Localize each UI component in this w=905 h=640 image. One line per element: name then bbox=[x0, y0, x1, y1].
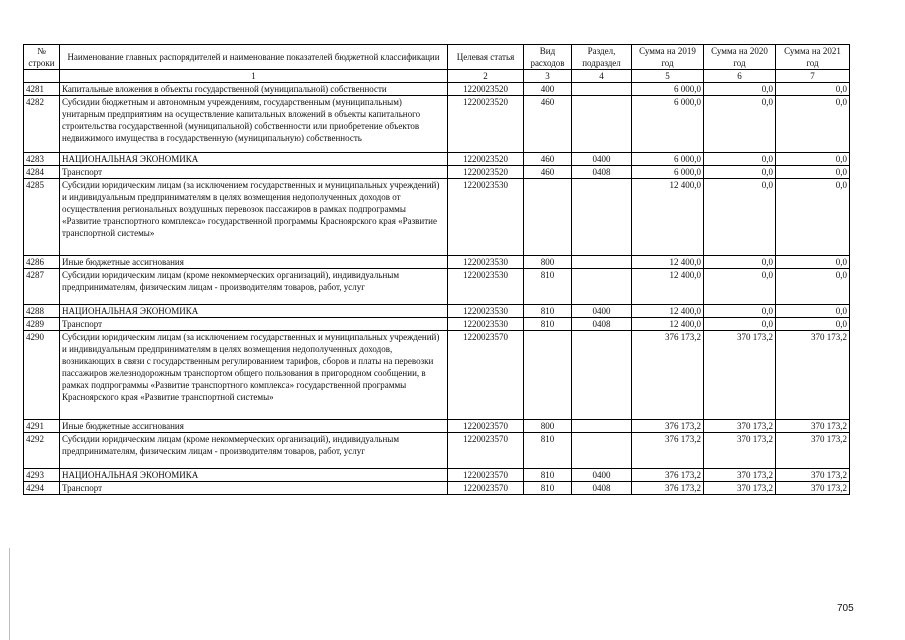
row-name: Субсидии юридическим лицам (кроме некоммерческих организаций), индивидуальным предпринимателям, физическим лицам - производителям товаров, работ, услуг bbox=[60, 269, 448, 305]
row-sum-2020: 0,0 bbox=[704, 305, 776, 318]
header-sum-2021: Сумма на 2021 год bbox=[776, 45, 850, 70]
row-expense-type: 810 bbox=[524, 433, 572, 469]
row-sum-2020: 0,0 bbox=[704, 83, 776, 96]
row-sum-2020: 0,0 bbox=[704, 166, 776, 179]
row-name: Субсидии юридическим лицам (за исключением государственных и муниципальных учреждений) и индивидуальным предпринимателям в целях возмещения недополученных доходов, возникающих в связи с государственным регулированием тарифов, сборов и платы на перевозки пассажиров железнодорожным транспортом общего пользования в пригородном сообщении, в рамках подпрограммы «Развитие транспортного комплекса» государственной программы Красноярского края «Развитие транспортной системы» bbox=[60, 331, 448, 420]
column-number: 3 bbox=[524, 70, 572, 83]
row-sum-2020: 0,0 bbox=[704, 256, 776, 269]
table-row bbox=[24, 305, 850, 318]
row-section bbox=[572, 420, 632, 433]
row-sum-2021: 0,0 bbox=[776, 179, 850, 256]
row-number: 4287 bbox=[24, 269, 60, 305]
header-sum-2020: Сумма на 2020 год bbox=[704, 45, 776, 70]
row-target-article: 1220023530 bbox=[448, 318, 524, 331]
row-number: 4284 bbox=[24, 166, 60, 179]
row-section: 0408 bbox=[572, 482, 632, 495]
row-section: 0400 bbox=[572, 153, 632, 166]
row-number: 4283 bbox=[24, 153, 60, 166]
row-sum-2019: 12 400,0 bbox=[632, 318, 704, 331]
row-number: 4281 bbox=[24, 83, 60, 96]
row-name: Транспорт bbox=[60, 318, 448, 331]
row-target-article: 1220023570 bbox=[448, 420, 524, 433]
row-name: Транспорт bbox=[60, 166, 448, 179]
table-row bbox=[24, 166, 850, 179]
row-expense-type: 810 bbox=[524, 305, 572, 318]
column-number: 4 bbox=[572, 70, 632, 83]
table-row bbox=[24, 433, 850, 469]
row-expense-type: 810 bbox=[524, 482, 572, 495]
row-name: НАЦИОНАЛЬНАЯ ЭКОНОМИКА bbox=[60, 153, 448, 166]
row-sum-2020: 0,0 bbox=[704, 179, 776, 256]
row-expense-type bbox=[524, 331, 572, 420]
row-sum-2020: 0,0 bbox=[704, 269, 776, 305]
row-sum-2019: 6 000,0 bbox=[632, 166, 704, 179]
row-sum-2020: 370 173,2 bbox=[704, 469, 776, 482]
row-target-article: 1220023520 bbox=[448, 153, 524, 166]
row-expense-type: 810 bbox=[524, 318, 572, 331]
row-number: 4290 bbox=[24, 331, 60, 420]
row-sum-2019: 6 000,0 bbox=[632, 83, 704, 96]
row-number: 4293 bbox=[24, 469, 60, 482]
header-sum-2019: Сумма на 2019 год bbox=[632, 45, 704, 70]
row-sum-2020: 370 173,2 bbox=[704, 331, 776, 420]
row-expense-type: 800 bbox=[524, 420, 572, 433]
header-expense-type: Вид расходов bbox=[524, 45, 572, 70]
budget-table bbox=[23, 44, 850, 495]
column-number: 7 bbox=[776, 70, 850, 83]
column-number: 1 bbox=[60, 70, 448, 83]
row-sum-2021: 0,0 bbox=[776, 83, 850, 96]
row-number: 4288 bbox=[24, 305, 60, 318]
row-sum-2020: 0,0 bbox=[704, 318, 776, 331]
row-sum-2021: 0,0 bbox=[776, 166, 850, 179]
row-target-article: 1220023570 bbox=[448, 331, 524, 420]
row-sum-2021: 0,0 bbox=[776, 305, 850, 318]
row-target-article: 1220023530 bbox=[448, 305, 524, 318]
column-number: 2 bbox=[448, 70, 524, 83]
row-sum-2019: 12 400,0 bbox=[632, 269, 704, 305]
table-row bbox=[24, 331, 850, 420]
header-target-article: Целевая статья bbox=[448, 45, 524, 70]
row-number: 4282 bbox=[24, 96, 60, 153]
row-section bbox=[572, 256, 632, 269]
row-sum-2019: 6 000,0 bbox=[632, 153, 704, 166]
row-sum-2021: 370 173,2 bbox=[776, 420, 850, 433]
row-number: 4294 bbox=[24, 482, 60, 495]
row-section bbox=[572, 269, 632, 305]
row-sum-2021: 0,0 bbox=[776, 96, 850, 153]
row-name: Транспорт bbox=[60, 482, 448, 495]
row-number: 4285 bbox=[24, 179, 60, 256]
row-sum-2020: 370 173,2 bbox=[704, 482, 776, 495]
row-sum-2021: 370 173,2 bbox=[776, 331, 850, 420]
row-sum-2021: 0,0 bbox=[776, 318, 850, 331]
column-number-row bbox=[24, 70, 850, 83]
row-section: 0408 bbox=[572, 166, 632, 179]
row-expense-type: 400 bbox=[524, 83, 572, 96]
row-sum-2020: 370 173,2 bbox=[704, 433, 776, 469]
row-sum-2019: 12 400,0 bbox=[632, 305, 704, 318]
row-sum-2021: 0,0 bbox=[776, 256, 850, 269]
row-expense-type: 460 bbox=[524, 96, 572, 153]
column-number bbox=[24, 70, 60, 83]
row-expense-type: 810 bbox=[524, 469, 572, 482]
table-body bbox=[24, 83, 850, 495]
row-sum-2020: 0,0 bbox=[704, 96, 776, 153]
header-row bbox=[24, 45, 850, 70]
row-sum-2019: 376 173,2 bbox=[632, 433, 704, 469]
table-row bbox=[24, 420, 850, 433]
row-section bbox=[572, 83, 632, 96]
row-section: 0400 bbox=[572, 469, 632, 482]
row-name: Субсидии юридическим лицам (за исключением государственных и муниципальных учреждений) и индивидуальным предпринимателям в целях возмещения недополученных доходов от осуществления региональных воздушных перевозок пассажиров в рамках подпрограммы «Развитие транспортного комплекса» государственной программы Красноярского края «Развитие транспортной системы» bbox=[60, 179, 448, 256]
row-number: 4292 bbox=[24, 433, 60, 469]
row-sum-2021: 370 173,2 bbox=[776, 469, 850, 482]
row-section bbox=[572, 96, 632, 153]
row-expense-type: 810 bbox=[524, 269, 572, 305]
row-name: Иные бюджетные ассигнования bbox=[60, 420, 448, 433]
row-name: Субсидии бюджетным и автономным учреждениям, государственным (муниципальным) унитарным предприятиям на осуществление капитальных вложений в объекты капитального строительства государственной (муниципальной) собственности или приобретение объектов недвижимого имущества в государственную (муниципальную) собственность bbox=[60, 96, 448, 153]
row-section: 0408 bbox=[572, 318, 632, 331]
row-name: НАЦИОНАЛЬНАЯ ЭКОНОМИКА bbox=[60, 469, 448, 482]
row-section bbox=[572, 433, 632, 469]
row-sum-2020: 0,0 bbox=[704, 153, 776, 166]
header-section: Раздел, подраздел bbox=[572, 45, 632, 70]
row-sum-2019: 12 400,0 bbox=[632, 256, 704, 269]
row-sum-2019: 6 000,0 bbox=[632, 96, 704, 153]
row-section: 0400 bbox=[572, 305, 632, 318]
row-expense-type: 800 bbox=[524, 256, 572, 269]
row-sum-2020: 370 173,2 bbox=[704, 420, 776, 433]
column-number: 5 bbox=[632, 70, 704, 83]
table-row bbox=[24, 318, 850, 331]
row-expense-type bbox=[524, 179, 572, 256]
table-row bbox=[24, 256, 850, 269]
scan-edge-line bbox=[9, 548, 10, 640]
row-target-article: 1220023520 bbox=[448, 96, 524, 153]
page-number: 705 bbox=[837, 603, 854, 614]
table-row bbox=[24, 179, 850, 256]
column-number: 6 bbox=[704, 70, 776, 83]
table-row bbox=[24, 269, 850, 305]
row-sum-2019: 376 173,2 bbox=[632, 482, 704, 495]
row-number: 4286 bbox=[24, 256, 60, 269]
row-sum-2019: 376 173,2 bbox=[632, 420, 704, 433]
table-row bbox=[24, 96, 850, 153]
row-target-article: 1220023530 bbox=[448, 256, 524, 269]
table-row bbox=[24, 153, 850, 166]
row-target-article: 1220023520 bbox=[448, 166, 524, 179]
table-row bbox=[24, 469, 850, 482]
row-target-article: 1220023570 bbox=[448, 433, 524, 469]
row-name: Субсидии юридическим лицам (кроме некоммерческих организаций), индивидуальным предпринимателям, физическим лицам - производителям товаров, работ, услуг bbox=[60, 433, 448, 469]
row-target-article: 1220023520 bbox=[448, 83, 524, 96]
row-sum-2021: 0,0 bbox=[776, 153, 850, 166]
header-row-number: № строки bbox=[24, 45, 60, 70]
row-sum-2019: 376 173,2 bbox=[632, 469, 704, 482]
table-row bbox=[24, 83, 850, 96]
row-target-article: 1220023530 bbox=[448, 179, 524, 256]
header-name: Наименование главных распорядителей и наименование показателей бюджетной классификации bbox=[60, 45, 448, 70]
row-sum-2019: 376 173,2 bbox=[632, 331, 704, 420]
row-expense-type: 460 bbox=[524, 153, 572, 166]
row-target-article: 1220023570 bbox=[448, 482, 524, 495]
row-expense-type: 460 bbox=[524, 166, 572, 179]
row-name: Иные бюджетные ассигнования bbox=[60, 256, 448, 269]
row-target-article: 1220023570 bbox=[448, 469, 524, 482]
row-sum-2021: 370 173,2 bbox=[776, 433, 850, 469]
row-sum-2019: 12 400,0 bbox=[632, 179, 704, 256]
row-sum-2021: 0,0 bbox=[776, 269, 850, 305]
row-number: 4291 bbox=[24, 420, 60, 433]
row-section bbox=[572, 331, 632, 420]
row-sum-2021: 370 173,2 bbox=[776, 482, 850, 495]
row-section bbox=[572, 179, 632, 256]
row-name: Капитальные вложения в объекты государственной (муниципальной) собственности bbox=[60, 83, 448, 96]
table-row bbox=[24, 482, 850, 495]
row-name: НАЦИОНАЛЬНАЯ ЭКОНОМИКА bbox=[60, 305, 448, 318]
row-number: 4289 bbox=[24, 318, 60, 331]
row-target-article: 1220023530 bbox=[448, 269, 524, 305]
